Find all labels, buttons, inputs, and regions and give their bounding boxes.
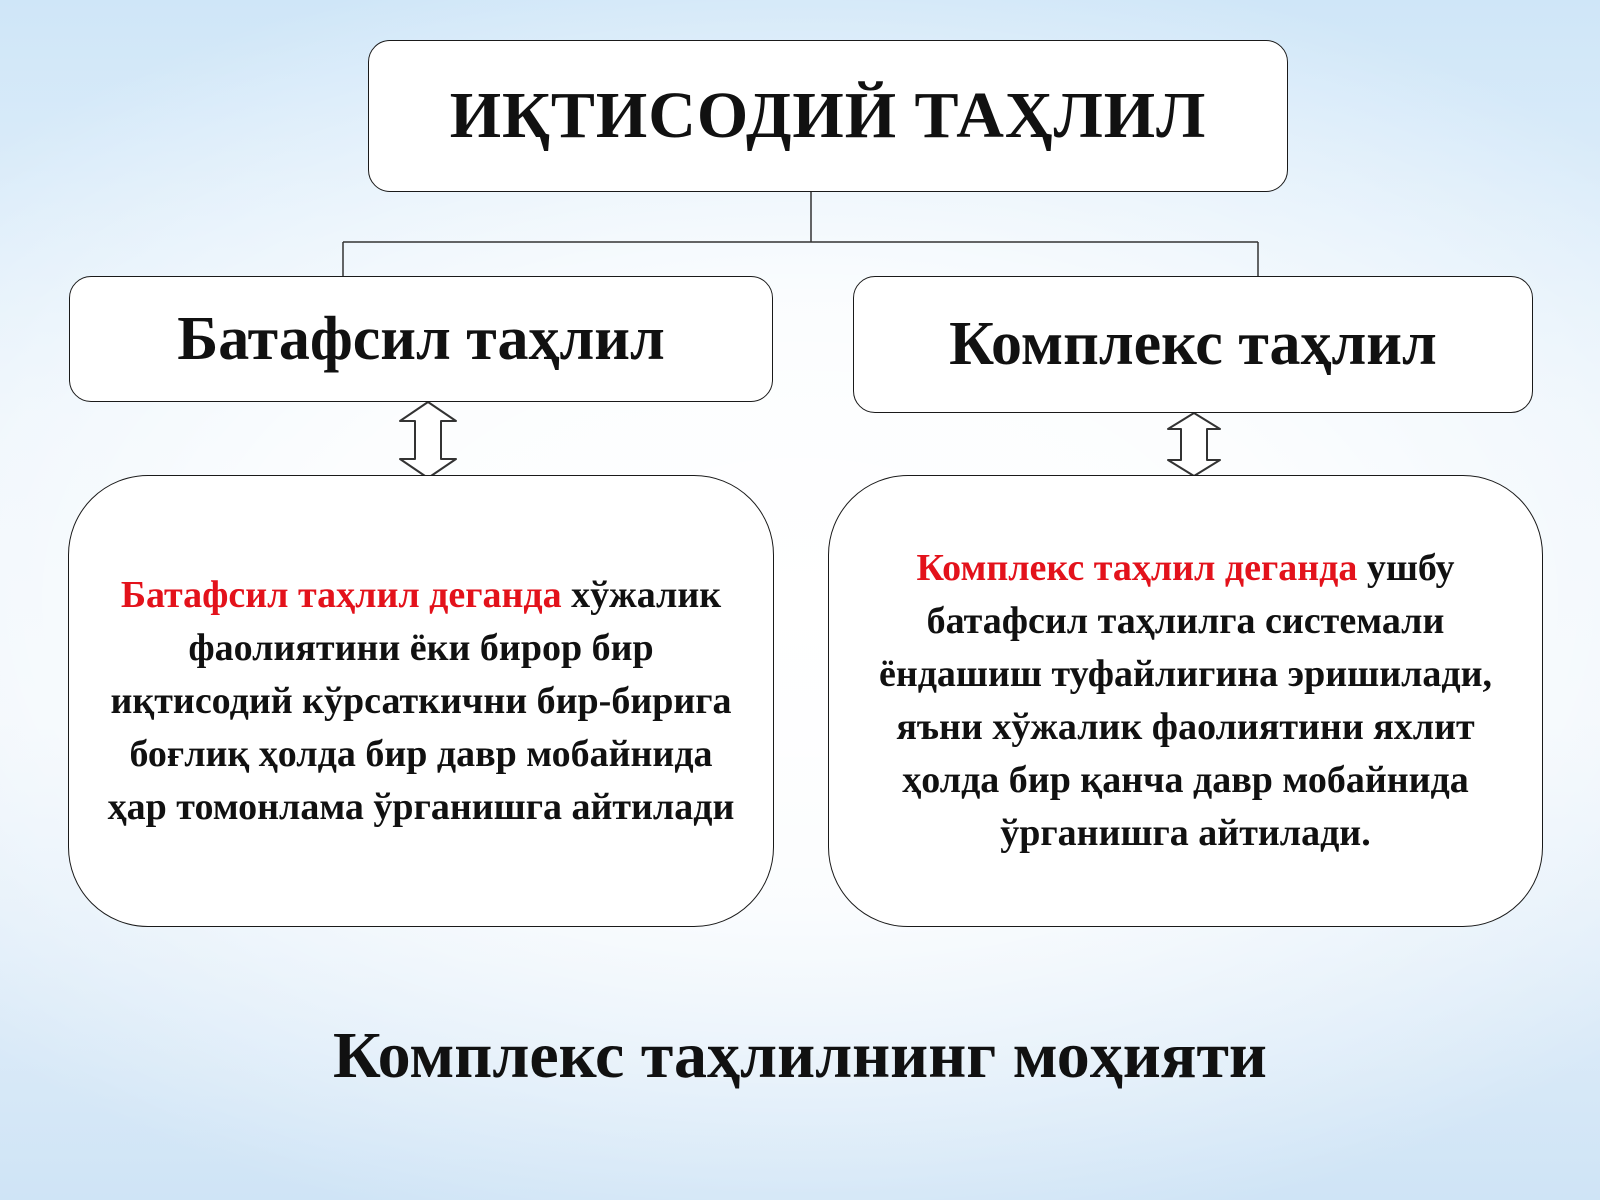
right-double-arrow-icon: [1168, 413, 1220, 476]
definition-body-complex: ушбу батафсил таҳлилга системали ёндашиш туфайлигина эришилади, яъни хўжалик фаолиятини яхлит ҳолда бир қанча давр мобайнида ўрганишга айтилади.: [878, 547, 1493, 854]
definition-box-complex: [828, 475, 1543, 927]
definition-box-detailed: [68, 475, 774, 927]
definition-highlight-detailed: Батафсил таҳлил деганда: [120, 573, 562, 616]
left-double-arrow-icon: [400, 402, 456, 478]
branch-node-detailed-label: Батафсил таҳлил: [177, 304, 665, 373]
definition-body-detailed: хўжалик фаолиятини ёки бирор бир иқтисодий кўрсаткични бир-бирига боғлиқ ҳолда бир давр мобайнида ҳар томонлама ўрганишга айтилади: [107, 573, 735, 828]
slide-caption: Комплекс таҳлилнинг моҳияти: [333, 1019, 1267, 1092]
root-node: [368, 40, 1288, 192]
branch-node-complex: [853, 276, 1533, 413]
root-node-label: ИҚТИСОДИЙ ТАҲЛИЛ: [449, 79, 1207, 152]
definition-text-detailed: [103, 569, 739, 834]
definition-highlight-complex: Комплекс таҳлил деганда: [916, 547, 1358, 589]
branch-node-complex-label: Комплекс таҳлил: [949, 310, 1437, 378]
branch-node-detailed: [69, 276, 773, 402]
definition-text-complex: [863, 542, 1508, 860]
